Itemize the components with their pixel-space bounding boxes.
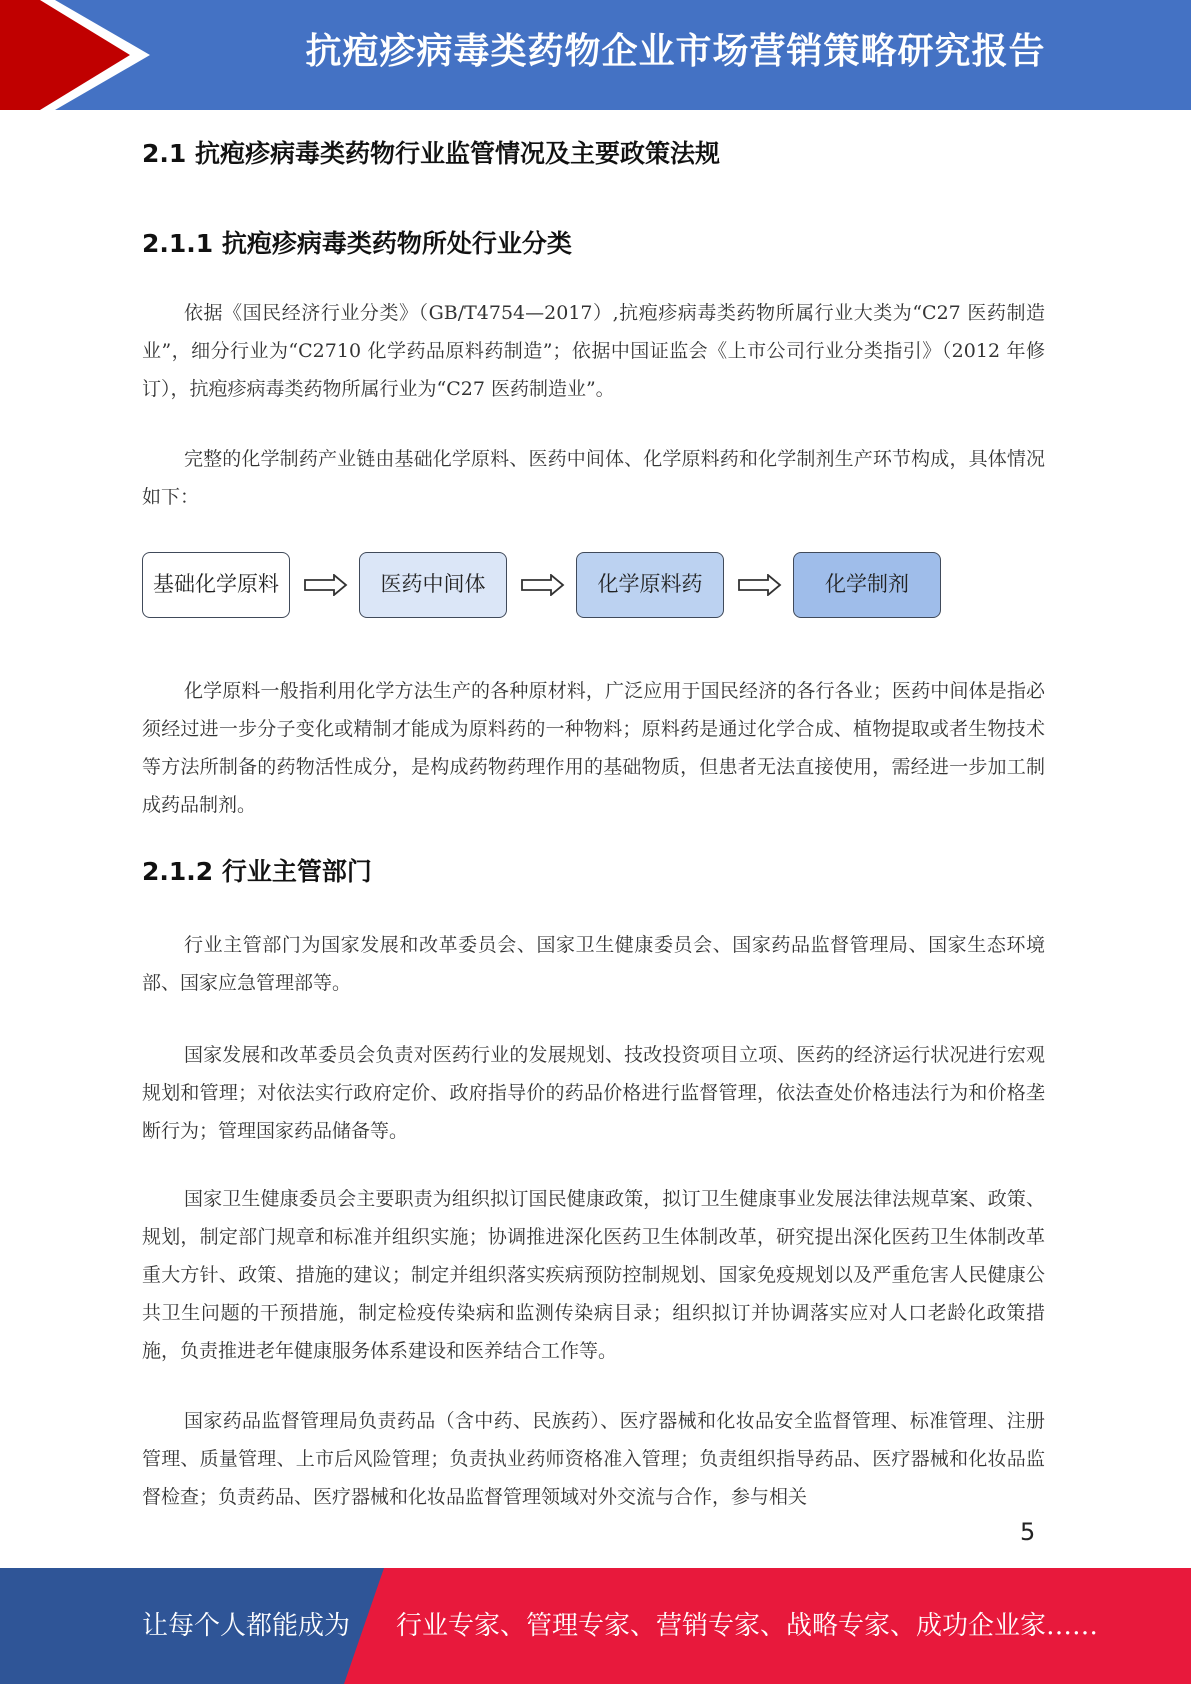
paragraph-nhc: 国家卫生健康委员会主要职责为组织拟订国民健康政策，拟订卫生健康事业发展法律法规草案、政策、规划，制定部门规章和标准并组织实施；协调推进深化医药卫生体制改革，研究提出深化医药卫生体制改革重大方针、政策、措施的建议；制定并组织落实疾病预防控制规划、国家免疫规划以及严重危害人民健康公共卫生问题的干预措施，制定检疫传染病和监测传染病目录；组织拟订并协调落实应对人口老龄化政策措施，负责推进老年健康服务体系建设和医养结合工作等。 bbox=[142, 1188, 1045, 1362]
paragraph-ndrc: 国家发展和改革委员会负责对医药行业的发展规划、技改投资项目立项、医药的经济运行状况进行宏观规划和管理；对依法实行政府定价、政府指导价的药品价格进行监督管理，依法查处价格违法行为和价格垄断行为；管理国家药品储备等。 bbox=[142, 1044, 1045, 1142]
paragraph-industry-chain: 完整的化学制药产业链由基础化学原料、医药中间体、化学原料药和化学制剂生产环节构成，具体情况如下： bbox=[142, 448, 1045, 508]
section-heading-2-1: 2.1 抗疱疹病毒类药物行业监管情况及主要政策法规 bbox=[142, 139, 720, 168]
footer-slogan-right: 行业专家、管理专家、营销专家、战略专家、成功企业家…… bbox=[396, 1611, 1099, 1641]
page-number: 5 bbox=[1020, 1518, 1036, 1546]
flow-step-api: 化学原料药 bbox=[576, 552, 724, 618]
section-heading-2-1-2: 2.1.2 行业主管部门 bbox=[142, 857, 372, 886]
flow-step-intermediates: 医药中间体 bbox=[359, 552, 507, 618]
footer-slogan-left: 让每个人都能成为 bbox=[142, 1611, 351, 1641]
flow-step-formulations: 化学制剂 bbox=[793, 552, 941, 618]
section-heading-2-1-1: 2.1.1 抗疱疹病毒类药物所处行业分类 bbox=[142, 229, 572, 258]
report-title: 抗疱疹病毒类药物企业市场营销策略研究报告 bbox=[305, 31, 1046, 72]
header-banner bbox=[0, 0, 1191, 110]
paragraph-authorities: 行业主管部门为国家发展和改革委员会、国家卫生健康委员会、国家药品监督管理局、国家生态环境部、国家应急管理部等。 bbox=[142, 934, 1045, 994]
paragraph-definitions: 化学原料一般指利用化学方法生产的各种原材料，广泛应用于国民经济的各行各业；医药中间体是指必须经过进一步分子变化或精制才能成为原料药的一种物料；原料药是通过化学合成、植物提取或者生物技术等方法所制备的药物活性成分，是构成药物药理作用的基础物质，但患者无法直接使用，需经进一步加工制成药品制剂。 bbox=[142, 680, 1045, 816]
arrow-right-icon bbox=[304, 574, 348, 596]
arrow-right-icon bbox=[521, 574, 565, 596]
industry-chain-flowchart bbox=[142, 552, 1045, 622]
flow-step-basic-chemicals: 基础化学原料 bbox=[142, 552, 290, 618]
paragraph-industry-classification: 依据《国民经济行业分类》（GB/T4754—2017）,抗疱疹病毒类药物所属行业大类为“C27 医药制造业”，细分行业为“C2710 化学药品原料药制造”；依据中国证监会《上市公司行业分类指引》（2012 年修订），抗疱疹病毒类药物所属行业为“C27 医药制造业”。 bbox=[142, 302, 1045, 400]
paragraph-nmpa: 国家药品监督管理局负责药品（含中药、民族药）、医疗器械和化妆品安全监督管理、标准管理、注册管理、质量管理、上市后风险管理；负责执业药师资格准入管理；负责组织指导药品、医疗器械和化妆品监督检查；负责药品、医疗器械和化妆品监督管理领域对外交流与合作，参与相关 bbox=[142, 1410, 1045, 1508]
footer-banner bbox=[0, 1568, 1191, 1684]
arrow-right-icon bbox=[738, 574, 782, 596]
